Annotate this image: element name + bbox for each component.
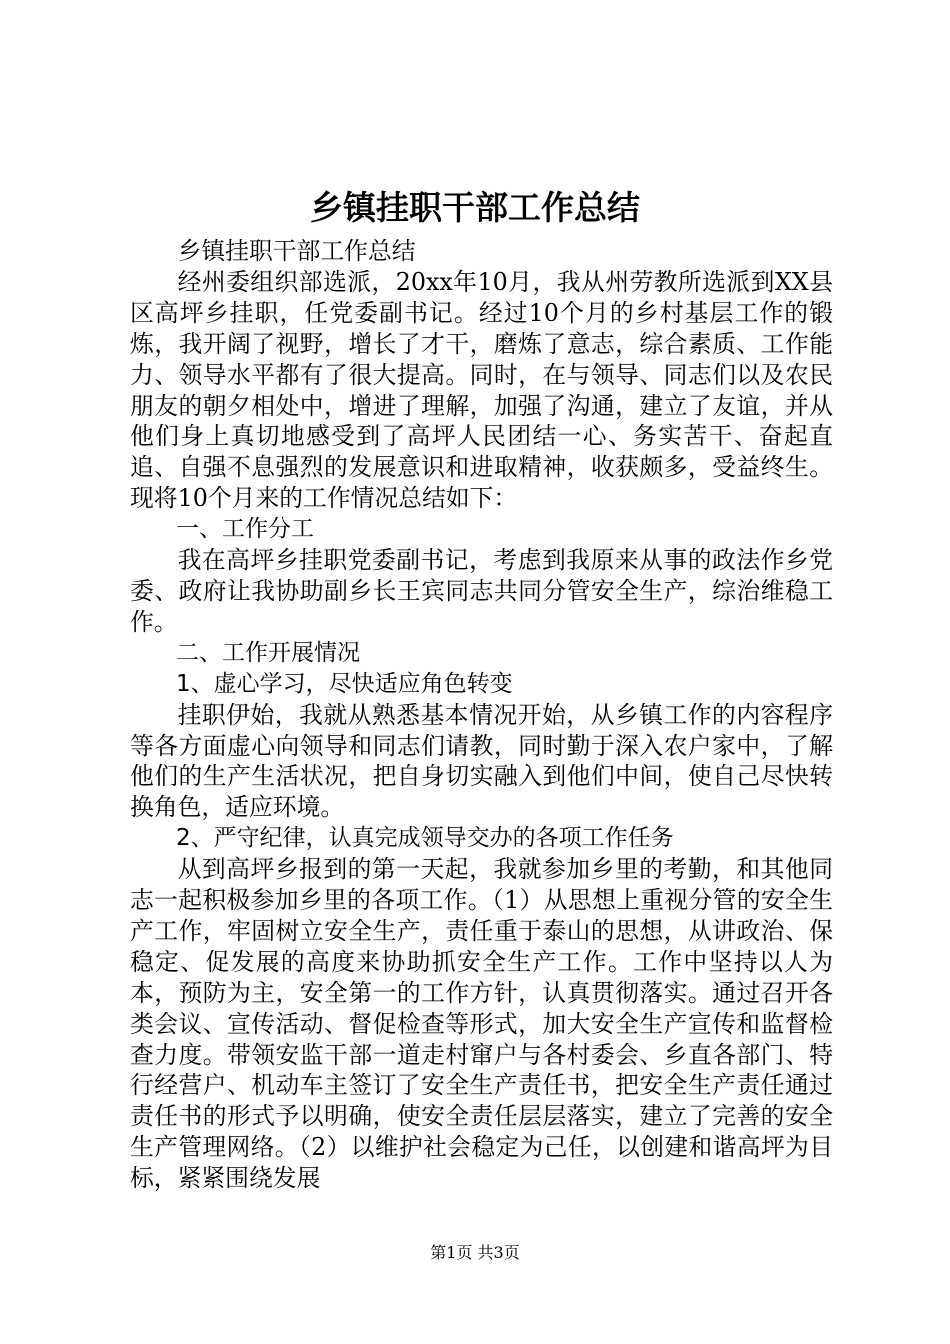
division-paragraph: 我在高坪乡挂职党委副书记，考虑到我原来从事的政法作乡党委、政府让我协助副乡长王宾同志共同分管安全生产，综治维稳工作。 [130, 546, 833, 636]
subheading-discipline: 2、严守纪律，认真完成领导交办的各项工作任务 [176, 825, 674, 852]
subheading-learning: 1、虚心学习，尽快适应角色转变 [176, 670, 513, 697]
document-body [130, 236, 833, 1194]
page-number-footer: 第1页 共3页 [430, 1243, 520, 1262]
learning-paragraph: 挂职伊始，我就从熟悉基本情况开始，从乡镇工作的内容程序等各方面虚心向领导和同志们请教，同时勤于深入农户家中，了解他们的生产生活状况，把自身切实融入到他们中间，使自己尽快转换角色，适应环境。 [130, 700, 833, 822]
section-heading-division: 一、工作分工 [176, 516, 314, 543]
section-heading-progress: 二、工作开展情况 [176, 639, 360, 666]
document-title: 乡镇挂职干部工作总结 [310, 188, 640, 227]
discipline-paragraph: 从到高坪乡报到的第一天起，我就参加乡里的考勤，和其他同志一起积极参加乡里的各项工作。（1）从思想上重视分管的安全生产工作，牢固树立安全生产，责任重于泰山的思想，从讲政治、保稳定、促发展的高度来协助抓安全生产工作。工作中坚持以人为本，预防为主，安全第一的工作方针，认真贯彻落实。通过召开各类会议、宣传活动、督促检查等形式，加大安全生产宣传和监督检查力度。带领安监干部一道走村窜户与各村委会、乡直各部门、特行经营户、机动车主签订了安全生产责任书，把安全生产责任通过责任书的形式予以明确，使安全责任层层落实，建立了完善的安全生产管理网络。（2）以维护社会稳定为己任，以创建和谐高坪为目标，紧紧围绕发展 [130, 855, 833, 1193]
intro-paragraph: 经州委组织部选派，20xx年10月，我从州劳教所选派到XX县区高坪乡挂职，任党委副书记。经过10个月的乡村基层工作的锻炼，我开阔了视野，增长了才干，磨炼了意志，综合素质、工作能力、领导水平都有了很大提高。同时，在与领导、同志们以及农民朋友的朝夕相处中，增进了理解，加强了沟通，建立了友谊，并从他们身上真切地感受到了高坪人民团结一心、务实苦干、奋起直追、自强不息强烈的发展意识和进取精神，收获颇多，受益终生。现将10个月来的工作情况总结如下： [130, 267, 833, 513]
document-subtitle: 乡镇挂职干部工作总结 [177, 237, 416, 265]
